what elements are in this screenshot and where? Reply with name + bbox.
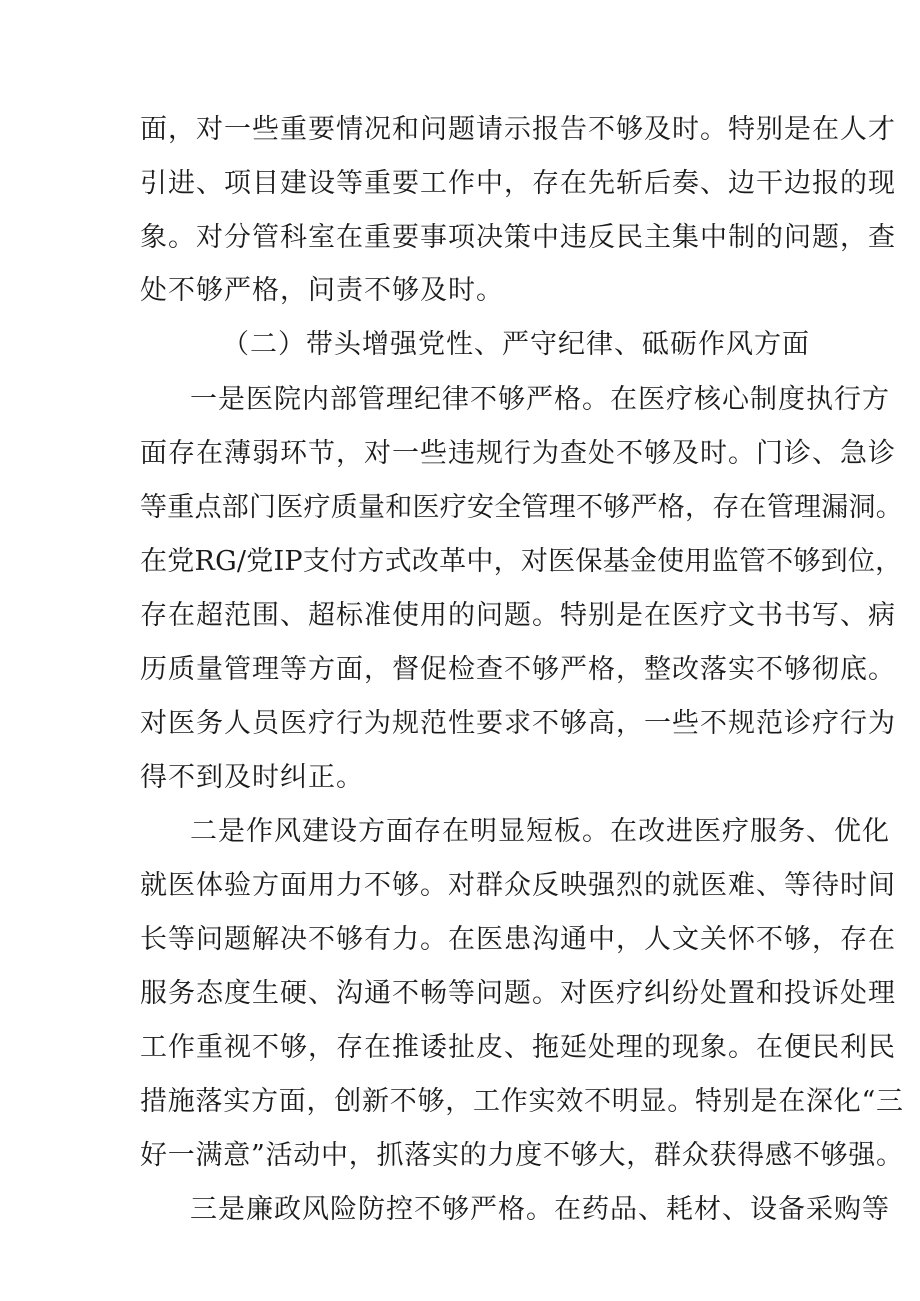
paragraph-line: 等重点部门医疗质量和医疗安全管理不够严格，存在管理漏洞。 bbox=[140, 492, 903, 523]
paragraph-line: 存在超范围、超标准使用的问题。特别是在医疗文书书写、病 bbox=[140, 600, 896, 631]
paragraph-line: 三是廉政风险防控不够严格。在药品、耗材、设备采购等 bbox=[190, 1194, 890, 1225]
paragraph-line: 在党RG/党IP支付方式改革中，对医保基金使用监管不够到位， bbox=[140, 546, 903, 577]
paragraph-line: 处不够严格，问责不够及时。 bbox=[140, 275, 504, 306]
paragraph-line: 措施落实方面，创新不够，工作实效不明显。特别是在深化“三 bbox=[140, 1086, 904, 1117]
paragraph-line: 好一满意”活动中，抓落实的力度不够大，群众获得感不够强。 bbox=[140, 1140, 904, 1171]
paragraph-line: 二是作风建设方面存在明显短板。在改进医疗服务、优化 bbox=[190, 816, 890, 847]
paragraph-line: 引进、项目建设等重要工作中，存在先斩后奏、边干边报的现 bbox=[140, 168, 896, 199]
paragraph-line: 就医体验方面用力不够。对群众反映强烈的就医难、等待时间 bbox=[140, 870, 896, 901]
paragraph-line: 对医务人员医疗行为规范性要求不够高，一些不规范诊疗行为 bbox=[140, 708, 896, 739]
paragraph-line: 得不到及时纠正。 bbox=[140, 762, 364, 793]
section-heading: （二）带头增强党性、严守纪律、砥砺作风方面 bbox=[222, 329, 810, 360]
paragraph-line: 面存在薄弱环节，对一些违规行为查处不够及时。门诊、急诊 bbox=[140, 438, 896, 469]
paragraph-line: 长等问题解决不够有力。在医患沟通中，人文关怀不够，存在 bbox=[140, 924, 896, 955]
paragraph-line: 工作重视不够，存在推诿扯皮、拖延处理的现象。在便民利民 bbox=[140, 1032, 896, 1063]
paragraph-line: 服务态度生硬、沟通不畅等问题。对医疗纠纷处置和投诉处理 bbox=[140, 978, 896, 1009]
paragraph-line: 历质量管理等方面，督促检查不够严格，整改落实不够彻底。 bbox=[140, 654, 896, 685]
paragraph-line: 面，对一些重要情况和问题请示报告不够及时。特别是在人才 bbox=[140, 114, 896, 145]
paragraph-line: 一是医院内部管理纪律不够严格。在医疗核心制度执行方 bbox=[190, 384, 890, 415]
paragraph-line: 象。对分管科室在重要事项决策中违反民主集中制的问题，查 bbox=[140, 222, 896, 253]
